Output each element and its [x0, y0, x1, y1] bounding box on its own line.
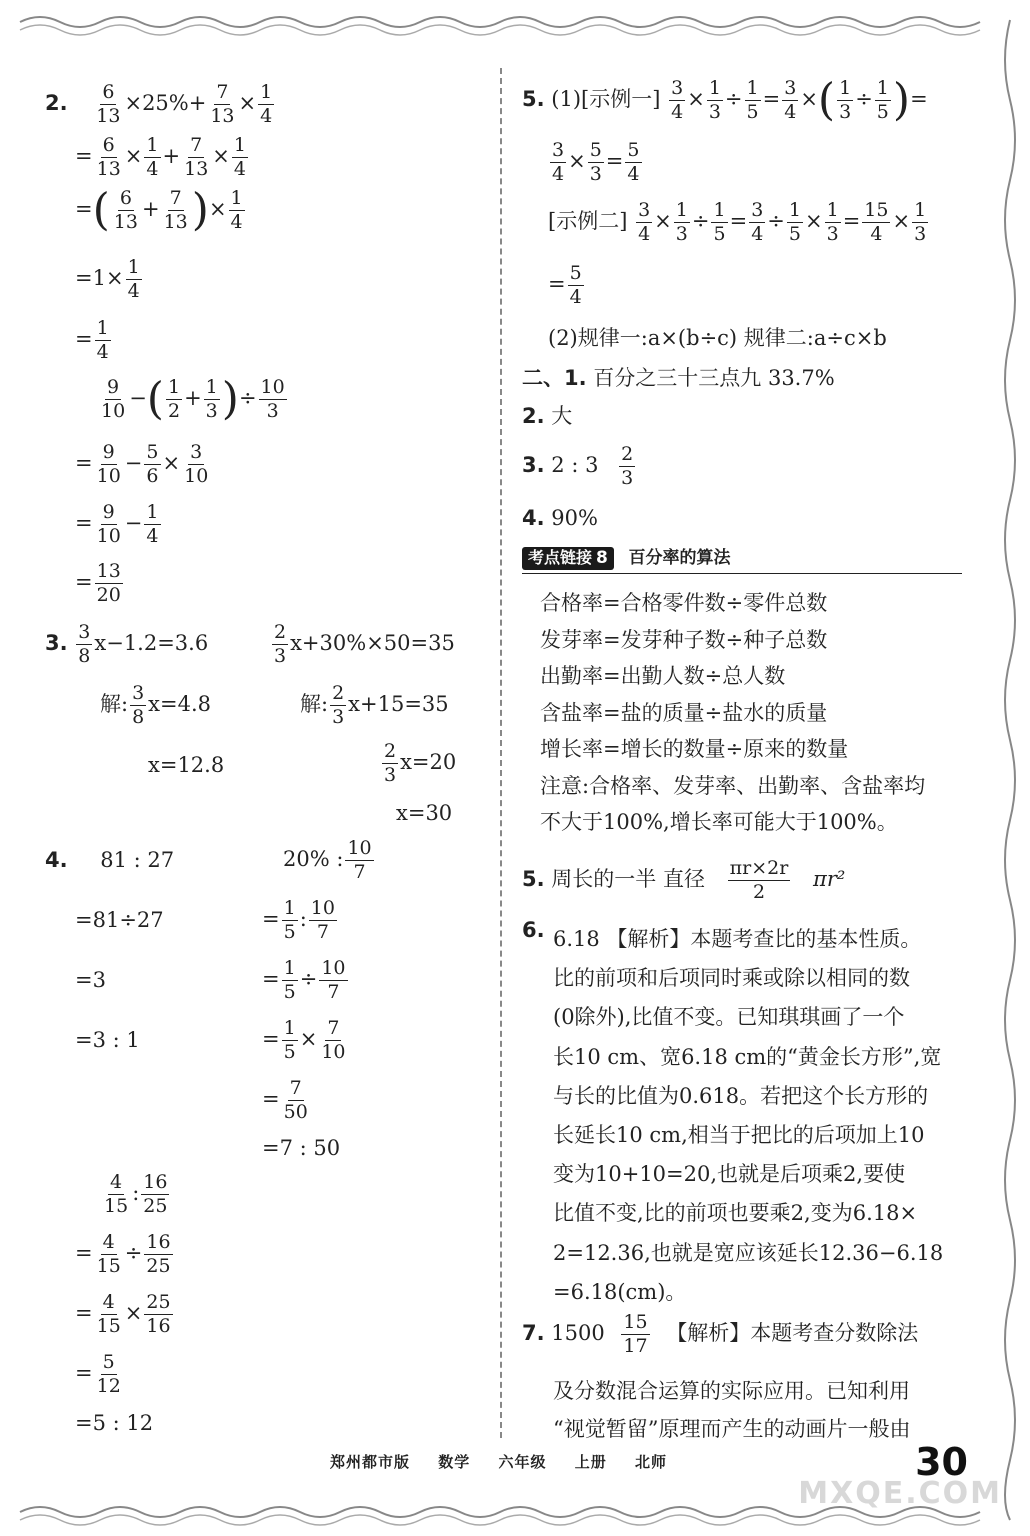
- q5-line1: 5. (1)[示例一] $\frac{3}{4}$ × $\frac{1}{3}$ ÷ $\frac{1}{5}$ = $\frac{3}{4}$ ×( $\frac{1}{3}$ ÷ $\frac{1}{5}$ )=: [522, 74, 928, 126]
- q4-b2: = $\frac{1}{5}$ : $\frac{10}{7}$: [262, 897, 335, 943]
- q5-line2: $\frac{3}{4}$ × $\frac{5}{3}$ = $\frac{5}{4}$: [552, 139, 640, 185]
- q4-a4: =3 : 1: [75, 1028, 140, 1052]
- right-wavy-border: [990, 0, 1030, 1536]
- q4-ratioB: 20% : $\frac{10}{7}$: [283, 837, 372, 883]
- q4-a3: =3: [75, 968, 106, 992]
- q4-b3: = $\frac{1}{5}$ ÷ $\frac{10}{7}$: [262, 957, 346, 1003]
- q4-c3: = $\frac{4}{15}$ × $\frac{25}{16}$: [75, 1291, 171, 1337]
- q3-xB2: x=30: [396, 801, 453, 825]
- q6-text: 6.18 【解析】本题考查比的基本性质。 比的前项和后项同时乘或除以相同的数 (0除外),比值不变。已知琪琪画了一个 长10 cm、宽6.18 cm的“黄金长方形”,宽 与长的比值为0.618。若把这个长方形的 长延长10 cm,相当于把比的后项加上10 变为10+10=20,也就是后项乘2,要使 比值不变,比的前项也要乘2,变为6.18× 2=12.36,也就是宽应该延长12.36−6.18 =6.18(cm)。: [553, 927, 944, 1304]
- q4-ratioA: 4. 81 : 27: [45, 848, 175, 872]
- q4-a2: =81÷27: [75, 908, 164, 932]
- q2b-line4: = $\frac{13}{20}$: [75, 560, 121, 606]
- q7-line1: 7. 1500 $\frac{15}{17}$ 【解析】本题考查分数除法: [522, 1311, 919, 1357]
- q5-line4: = $\frac{5}{4}$: [548, 262, 582, 308]
- s2-q2: 2. 大: [522, 404, 573, 428]
- page-footer: 郑州都市版 数学 六年级 上册 北师: [330, 1453, 668, 1471]
- q4-c5: =5 : 12: [75, 1411, 154, 1435]
- fraction: $\frac{1}{4}$: [260, 81, 273, 127]
- q3-eqA: 3. $\frac{3}{8}$ x−1.2=3.6: [45, 621, 209, 667]
- q3-xB: $\frac{2}{3}$ x=20: [384, 740, 457, 786]
- link-line: 含盐率=盐的质量÷盐水的质量: [540, 700, 828, 725]
- knowledge-link-tag: 考点链接 8: [522, 547, 614, 570]
- q5-line3: [示例二] $\frac{3}{4}$ × $\frac{1}{3}$ ÷ $\frac{1}{5}$ = $\frac{3}{4}$ ÷ $\frac{1}{5}$ × $\frac{1}{3}$ = $\frac{15}{4}$ × $\frac{1}{3}$: [548, 199, 927, 245]
- q7-text: 及分数混合运算的实际应用。已知利用 “视觉暂留”原理而产生的动画片一般由: [553, 1379, 911, 1441]
- q2b-line1: $\frac{9}{10}$ −( $\frac{1}{2}$ + $\frac{1}{3}$ )÷ $\frac{10}{3}$: [101, 373, 285, 425]
- q4-b4: = $\frac{1}{5}$ × $\frac{7}{10}$: [262, 1017, 346, 1063]
- q4-c4: = $\frac{5}{12}$: [75, 1351, 121, 1397]
- q4-b5: = $\frac{7}{50}$: [262, 1077, 308, 1123]
- link-line: 合格率=合格零件数÷零件总数: [540, 591, 828, 615]
- q3-solveA: 解: $\frac{3}{8}$ x=4.8: [100, 682, 212, 728]
- q3-solveB: 解: $\frac{2}{3}$ x+15=35: [300, 682, 449, 728]
- q5-part2: (2)规律一:a×(b÷c) 规律二:a÷c×b: [548, 326, 887, 350]
- fraction: $\frac{6}{13}$: [96, 81, 121, 127]
- watermark: MXQE.COM: [798, 1476, 1002, 1511]
- knowledge-link-title: 百分率的算法: [628, 548, 731, 568]
- q2-line4: =1× $\frac{1}{4}$: [75, 256, 140, 302]
- q2b-line2: = $\frac{9}{10}$ − $\frac{5}{6}$ × $\frac{3}{10}$: [75, 441, 209, 487]
- top-wavy-border: [0, 0, 1030, 40]
- knowledge-link-lines: [540, 585, 925, 841]
- q4-b6: =7 : 50: [262, 1136, 341, 1160]
- q3-xA: x=12.8: [148, 753, 225, 777]
- column-divider: [500, 68, 502, 1438]
- link-line: 出勤率=出勤人数÷总人数: [540, 664, 786, 688]
- q2-number: 2.: [45, 90, 68, 115]
- s2-q1: 二、1. 百分之三十三点九 33.7%: [522, 366, 835, 390]
- q2-line3: =( $\frac{6}{13}$ + $\frac{7}{13}$ )× $\frac{1}{4}$: [75, 184, 243, 236]
- q5b: 5. 周长的一半 直径 $\frac{\pi r\times 2r}{2}$ πr²: [522, 857, 846, 903]
- knowledge-link-header: [522, 546, 731, 570]
- link-line: 增长率=增长的数量÷原来的数量: [540, 737, 849, 761]
- knowledge-link-rule: [522, 573, 962, 574]
- q2b-line3: = $\frac{9}{10}$ − $\frac{1}{4}$: [75, 501, 159, 547]
- q6-number: 6.: [522, 918, 545, 942]
- q3-eqB: $\frac{2}{3}$ x+30%×50=35: [274, 621, 455, 667]
- fraction: $\frac{7}{13}$: [210, 81, 235, 127]
- q2-line2: = $\frac{6}{13}$ × $\frac{1}{4}$ + $\frac{7}{13}$ × $\frac{1}{4}$: [75, 134, 246, 180]
- link-line: 不大于100%,增长率可能大于100%。: [540, 810, 898, 834]
- page-number: 30: [915, 1440, 968, 1484]
- s2-q4: 4. 90%: [522, 506, 598, 530]
- s2-q3: 3. 2 : 3 $\frac{2}{3}$: [522, 443, 634, 489]
- q2-line1: 2. $\frac{6}{13}$ ×25%+ $\frac{7}{13}$ × $\frac{1}{4}$: [45, 81, 273, 127]
- link-line: 发芽率=发芽种子数÷种子总数: [540, 627, 828, 652]
- link-line: 注意:合格率、发芽率、出勤率、含盐率均: [540, 773, 926, 798]
- q4-c1: $\frac{4}{15}$ : $\frac{16}{25}$: [104, 1171, 168, 1217]
- q4-c2: = $\frac{4}{15}$ ÷ $\frac{16}{25}$: [75, 1231, 171, 1277]
- q2-line5: = $\frac{1}{4}$: [75, 317, 109, 363]
